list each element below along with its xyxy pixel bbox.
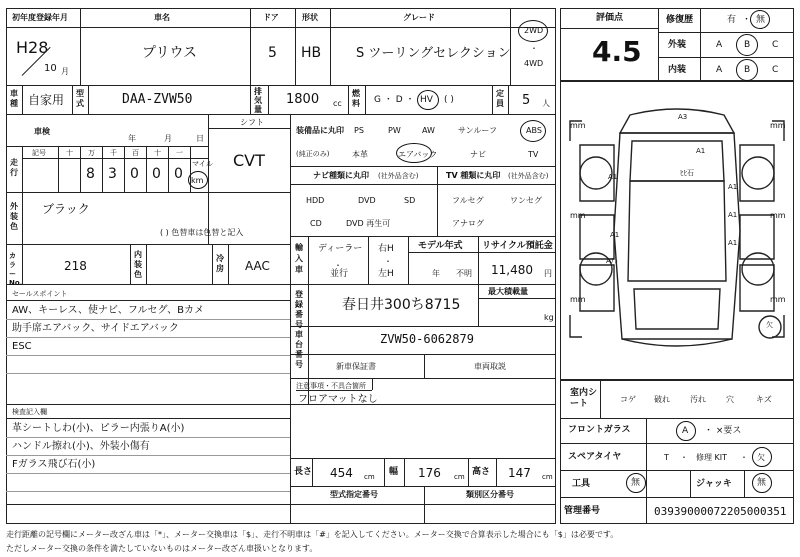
drive-4wd: 4WD bbox=[524, 59, 544, 68]
category-label: 類別区分番号 bbox=[466, 490, 514, 499]
shift-value: CVT bbox=[233, 151, 265, 170]
height-value: 147 bbox=[508, 466, 531, 480]
odometer-unit-label: 万 bbox=[88, 149, 95, 157]
odometer-digit: 0 bbox=[152, 166, 161, 182]
exterior-color-label: 外装色 bbox=[10, 202, 18, 231]
navi-title: ナビ種類に丸印 bbox=[313, 171, 369, 180]
equipment-item: AW bbox=[422, 126, 435, 135]
tv-option: アナログ bbox=[452, 219, 484, 228]
front-glass-selected: A bbox=[682, 426, 689, 436]
exterior-note: ( ) 色替車は色替と記入 bbox=[160, 228, 244, 237]
new-car-warranty: 新車保証書 bbox=[336, 362, 376, 371]
tools-value: 無 bbox=[631, 478, 641, 488]
inspector-note-line: Fガラス飛び石(小) bbox=[12, 459, 96, 470]
shape-value: HB bbox=[301, 45, 322, 61]
equipment-item: PS bbox=[354, 126, 364, 135]
door-label: ドア bbox=[263, 13, 279, 22]
odometer-unit-label: 十 bbox=[154, 149, 161, 157]
import-label: 輸入車 bbox=[295, 243, 303, 274]
damage-mark: 欠 bbox=[766, 321, 773, 329]
model-year-label: モデル年式 bbox=[418, 241, 463, 251]
inspection-label: 車検 bbox=[34, 127, 50, 136]
grade-value: S ツーリングセレクション bbox=[356, 46, 511, 61]
color-no-value: 218 bbox=[64, 259, 87, 273]
odometer-unit-label: 百 bbox=[132, 149, 139, 157]
tv-option: フルセグ bbox=[452, 196, 484, 205]
navi-option: HDD bbox=[306, 196, 325, 205]
odometer-unit-label: 十 bbox=[66, 149, 73, 157]
owner-manual: 車両取説 bbox=[474, 362, 506, 371]
fuel-label: 燃料 bbox=[352, 89, 360, 108]
sales-point-line: 助手席エアバック、サイドエアバック bbox=[12, 323, 179, 334]
recycle-label: リサイクル預託金 bbox=[482, 241, 553, 251]
displacement-value: 1800 bbox=[286, 92, 320, 107]
repair-none-selected: 無 bbox=[756, 15, 766, 25]
caution-title: 注意事項・不具合箇所 bbox=[296, 382, 366, 390]
navi-option: DVD 再生可 bbox=[346, 219, 391, 228]
grade-label: グレード bbox=[403, 13, 435, 22]
month-unit: 月 bbox=[61, 67, 69, 76]
mm-label: mm bbox=[770, 295, 786, 304]
interior-grade-option: B bbox=[744, 65, 751, 75]
odometer-digit: 8 bbox=[86, 166, 95, 182]
mile-label: マイル bbox=[192, 160, 213, 168]
navi-option: SD bbox=[404, 196, 416, 205]
first-registration-month: 10 bbox=[44, 63, 57, 74]
height-label: 高さ bbox=[472, 467, 491, 477]
displacement-label: 排気量 bbox=[254, 87, 262, 114]
damage-mark: A1 bbox=[610, 231, 620, 239]
equipment-item: PW bbox=[388, 126, 401, 135]
exterior-grade-option: A bbox=[716, 40, 723, 50]
car-diagram bbox=[560, 81, 794, 380]
door-count-value: 5 bbox=[268, 45, 277, 61]
sales-point-line: AW、キーレス、使ナビ、フルセグ、Bカメ bbox=[12, 305, 204, 316]
model-value: DAA-ZVW50 bbox=[122, 92, 193, 107]
designation-label: 型式指定番号 bbox=[330, 490, 378, 499]
score-value: 4.5 bbox=[592, 35, 642, 68]
sales-points-title: セールスポイント bbox=[12, 290, 68, 298]
fuel-options: G ・ D ・ bbox=[374, 95, 415, 105]
width-value: 176 bbox=[418, 466, 441, 480]
damage-mark: A1 bbox=[608, 173, 618, 181]
first-registration-label: 初年度登録年月 bbox=[12, 13, 68, 22]
damage-mark: A1 bbox=[728, 183, 738, 191]
exterior-grade-label: 外装 bbox=[668, 40, 687, 50]
mm-label: mm bbox=[770, 121, 786, 130]
interior-grade-label: 内装 bbox=[668, 65, 687, 75]
equipment-item: ABS bbox=[526, 126, 542, 135]
odometer-unit-label: 一 bbox=[176, 149, 183, 157]
jack-label: ジャッキ bbox=[696, 479, 732, 489]
spare-tire-label: スペアタイヤ bbox=[568, 452, 622, 462]
capacity-value: 5 bbox=[522, 93, 531, 108]
damage-mark: A1 bbox=[728, 211, 738, 219]
damage-mark: Aｱﾄ bbox=[606, 257, 618, 265]
length-label: 長さ bbox=[294, 467, 313, 477]
interior-seat-item: 破れ bbox=[654, 395, 670, 404]
equipment-sub: (純正のみ) bbox=[296, 150, 330, 158]
exterior-color-value: ブラック bbox=[42, 202, 90, 216]
navi-option: DVD bbox=[358, 196, 376, 205]
width-label: 幅 bbox=[389, 467, 399, 477]
equipment-item: エアバック bbox=[398, 150, 438, 159]
damage-mark: A1 bbox=[696, 147, 706, 155]
caution-value: フロアマットなし bbox=[298, 394, 378, 405]
interior-seat-item: コゲ bbox=[620, 395, 636, 404]
usage-value: 自家用 bbox=[28, 93, 65, 107]
equipment-item: TV bbox=[528, 150, 539, 159]
shift-label: シフト bbox=[240, 118, 264, 127]
capacity-label: 定員 bbox=[496, 89, 504, 108]
interior-grade-option: C bbox=[772, 65, 779, 75]
jack-value: 無 bbox=[757, 478, 767, 488]
interior-grade-option: A bbox=[716, 65, 723, 75]
max-load-label: 最大積載量 bbox=[488, 287, 528, 296]
repair-label: 修復歴 bbox=[666, 15, 694, 25]
mm-label: mm bbox=[570, 211, 586, 220]
chassis-label: 車台番号 bbox=[295, 330, 303, 369]
odometer-unit-label: 千 bbox=[110, 149, 117, 157]
equipment-item: サンルーフ bbox=[458, 126, 497, 135]
mileage-label: 走行 bbox=[10, 158, 18, 177]
navi-option: CD bbox=[310, 219, 322, 228]
interior-seat-label: 室内シート bbox=[570, 388, 598, 409]
damage-mark: ﾋﾋ石 bbox=[680, 169, 694, 177]
inspector-notes-title: 検査記入欄 bbox=[12, 408, 47, 416]
footer-line-1: 走行距離の記号欄にメーター改ざん車は「*」、メーター交換車は「$」、走行不明車は「#」を記入してください。メーター交換で合算表示した場合にも「$」は必要です。 bbox=[6, 530, 619, 539]
first-registration-year: H28 bbox=[16, 38, 49, 57]
inspector-note-line: 革シートしわ(小)、ピラー内張りA(小) bbox=[12, 423, 185, 434]
capacity-unit: 人 bbox=[542, 99, 550, 108]
fuel-selected: HV bbox=[420, 95, 433, 105]
equipment-item: 本革 bbox=[352, 150, 368, 159]
fuel-paren: ( ) bbox=[444, 95, 454, 105]
interior-color-label: 内装色 bbox=[134, 250, 142, 279]
shape-label: 形状 bbox=[302, 13, 318, 22]
registration-label: 登録番号 bbox=[295, 290, 303, 329]
mm-label: mm bbox=[770, 211, 786, 220]
mm-label: mm bbox=[570, 295, 586, 304]
inspector-note-line: ハンドル擦れ(小)、外装小傷有 bbox=[12, 441, 150, 452]
usage-label: 車種 bbox=[10, 89, 18, 108]
tools-label: 工具 bbox=[572, 479, 591, 489]
displacement-unit: cc bbox=[333, 99, 342, 108]
tv-title: TV 種類に丸印 bbox=[446, 171, 501, 180]
km-selected: km bbox=[191, 176, 204, 185]
car-name-value: プリウス bbox=[142, 45, 198, 61]
equipment-label: 装備品に丸印 bbox=[296, 126, 344, 135]
spare-tire-selected: 欠 bbox=[757, 453, 765, 462]
footer-line-2: ただしメーター交換の条件を満たしていないものはメーター改ざん車扱いとなります。 bbox=[6, 544, 318, 553]
management-label: 管理番号 bbox=[564, 506, 601, 516]
tv-option: ワンセグ bbox=[510, 196, 542, 205]
drive-2wd: 2WD bbox=[524, 26, 544, 35]
color-no-label: カラーNo. bbox=[9, 252, 23, 287]
registration-value: 春日井300ち8715 bbox=[342, 297, 461, 313]
exterior-grade-option: B bbox=[744, 40, 751, 50]
car-name-label: 車名 bbox=[154, 13, 170, 22]
interior-seat-item: 汚れ bbox=[690, 395, 706, 404]
odometer-digit: 0 bbox=[174, 166, 183, 182]
damage-mark: A1 bbox=[728, 239, 738, 247]
management-value: 03939000072205000351 bbox=[654, 505, 787, 518]
interior-seat-item: 穴 bbox=[726, 395, 734, 404]
recycle-value: 11,480 bbox=[491, 263, 533, 277]
ac-label: 冷房 bbox=[216, 254, 224, 273]
ac-value: AAC bbox=[245, 259, 270, 273]
odometer-digit: 0 bbox=[130, 166, 139, 182]
chassis-value: ZVW50-6062879 bbox=[380, 332, 474, 346]
model-label: 型式 bbox=[76, 89, 84, 108]
damage-mark: A3 bbox=[678, 113, 688, 121]
mm-label: mm bbox=[570, 121, 586, 130]
exterior-grade-option: C bbox=[772, 40, 779, 50]
score-label: 評価点 bbox=[596, 13, 624, 23]
length-value: 454 bbox=[330, 466, 353, 480]
front-glass-label: フロントガラス bbox=[568, 425, 631, 435]
sales-point-line: ESC bbox=[12, 341, 32, 352]
odometer-digit: 3 bbox=[108, 166, 117, 182]
equipment-item: ナビ bbox=[470, 150, 486, 159]
interior-seat-item: キズ bbox=[756, 395, 772, 404]
